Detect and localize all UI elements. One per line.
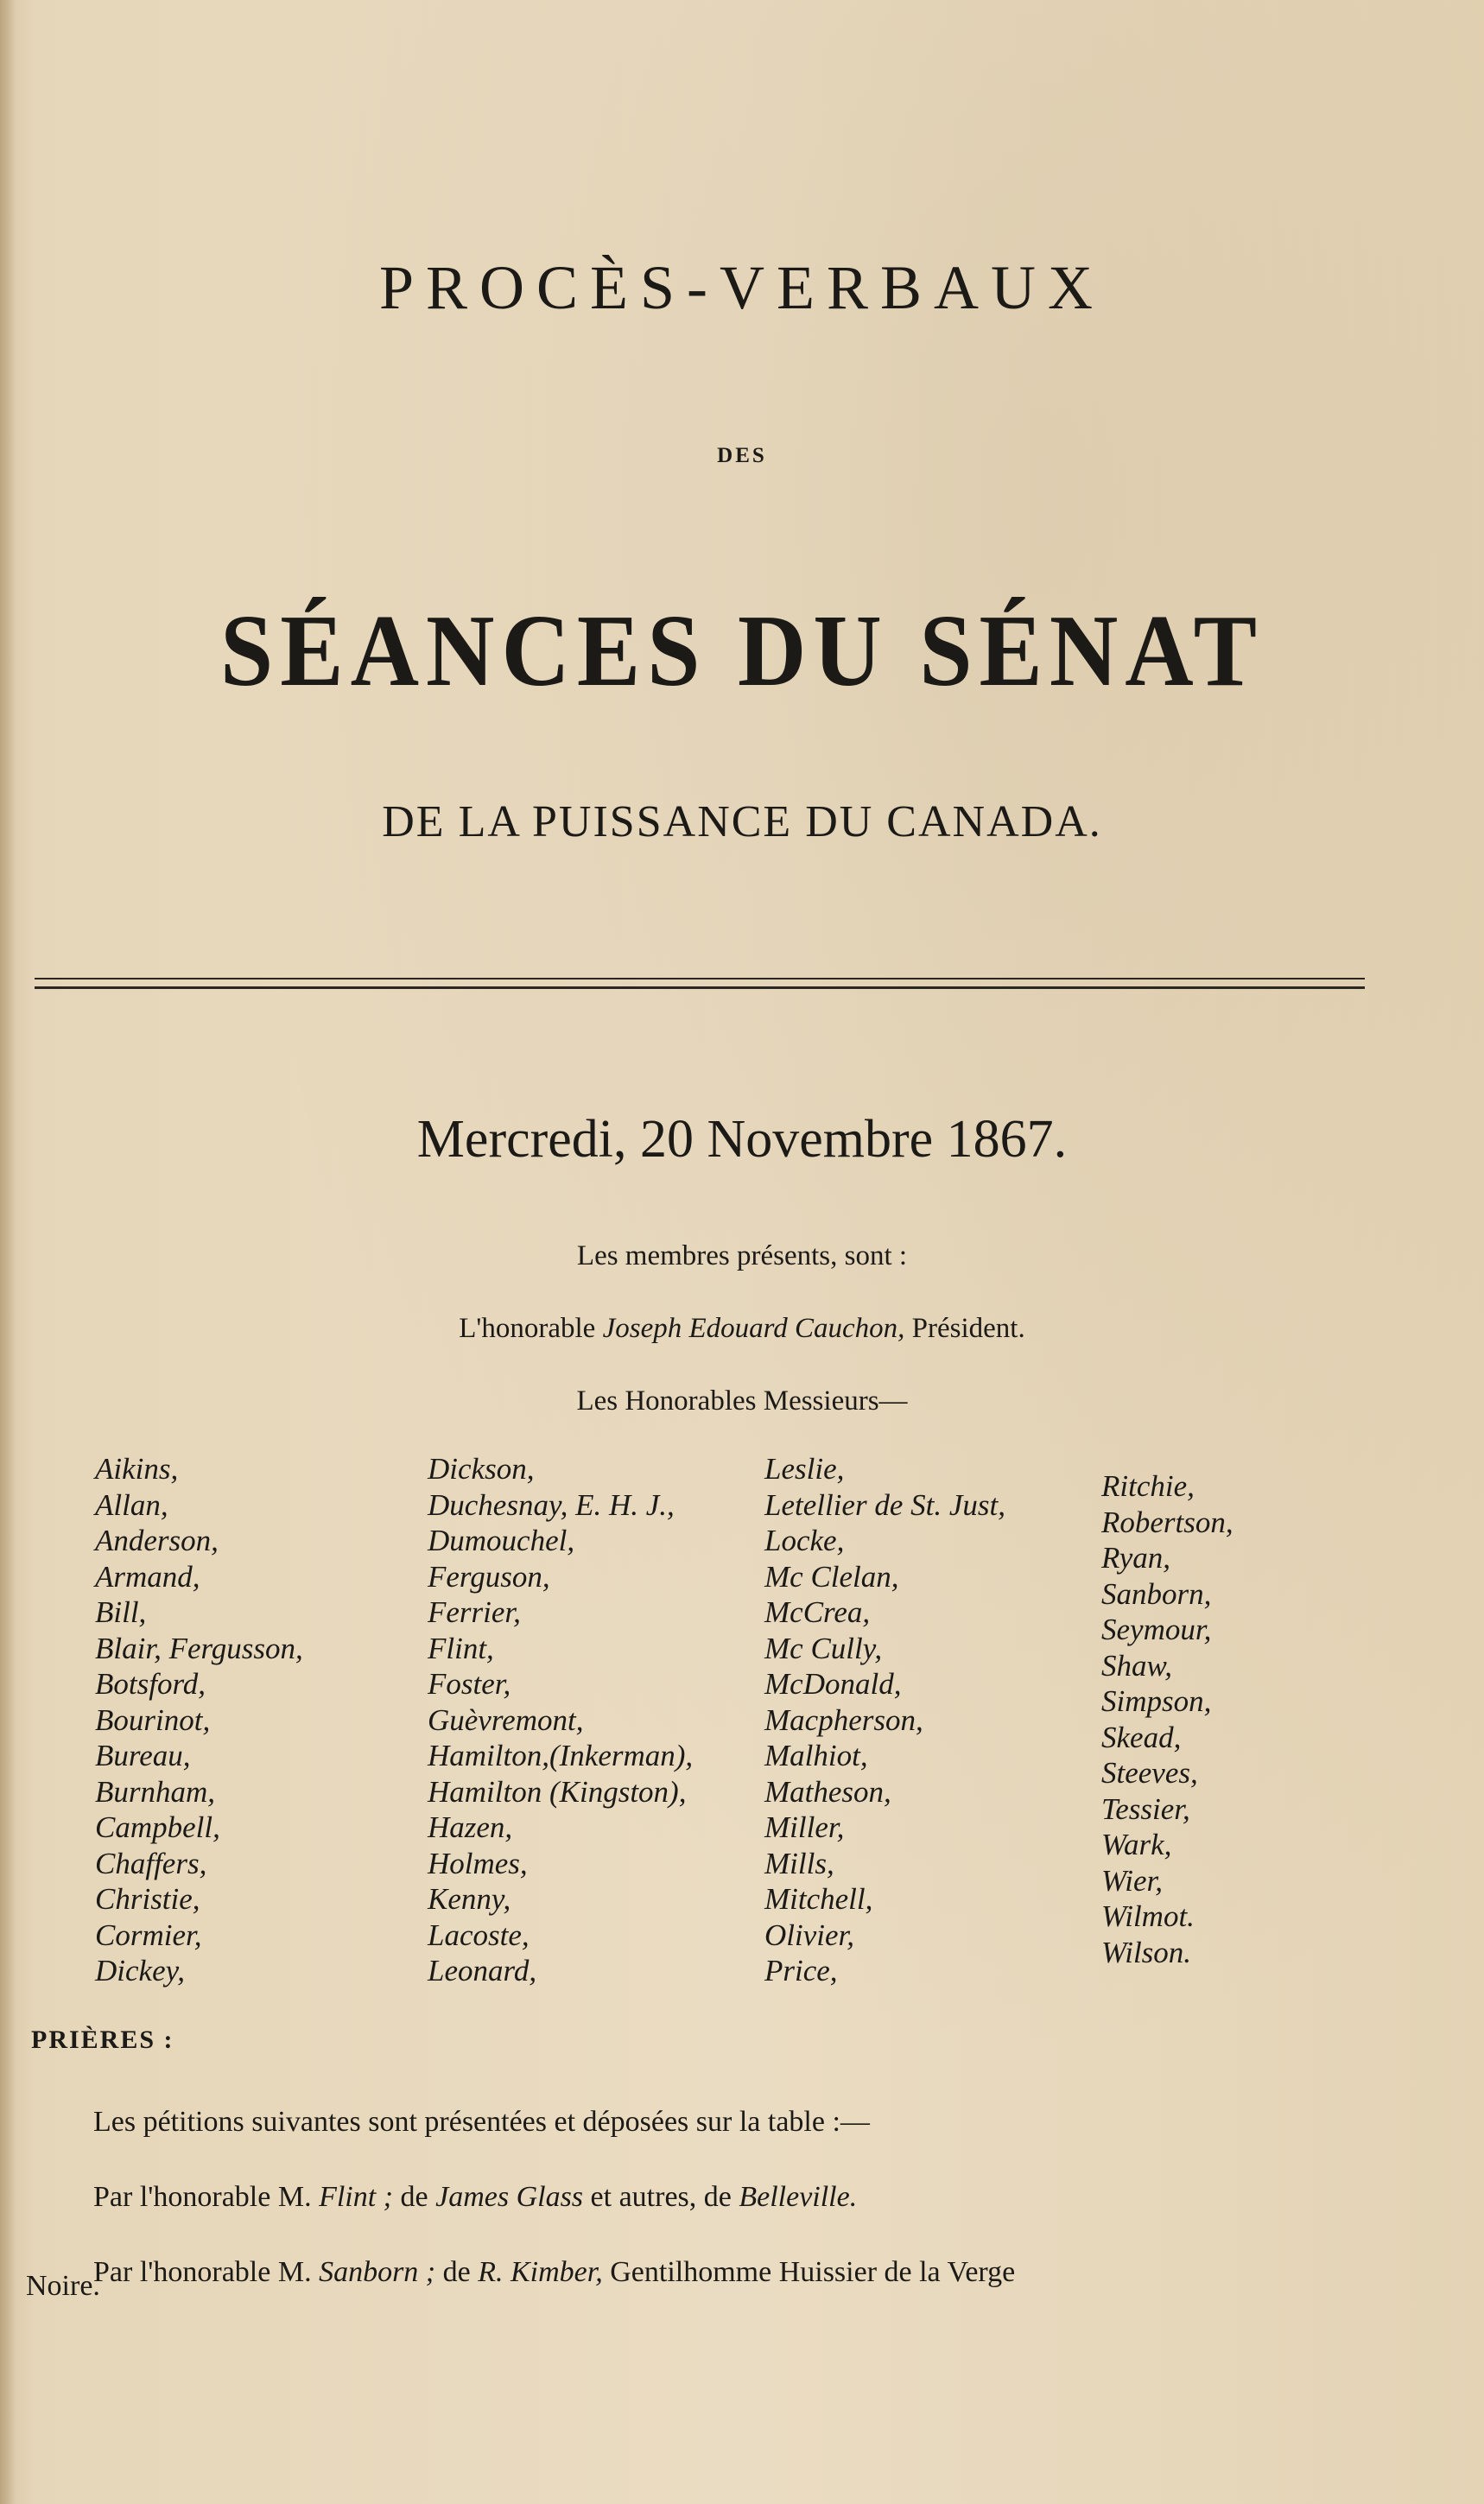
member-name: Matheson,	[764, 1774, 891, 1809]
petition-1-petitioner: James Glass	[435, 2181, 584, 2213]
member-name: Mc Clelan,	[764, 1559, 899, 1594]
member-name: Robertson,	[1101, 1505, 1233, 1539]
member-name: Duchesnay, E. H. J.,	[428, 1487, 675, 1522]
member-name: Ritchie,	[1101, 1469, 1195, 1503]
member-name: Foster,	[428, 1667, 511, 1701]
president-prefix: L'honorable	[459, 1313, 596, 1344]
member-name: Bureau,	[95, 1739, 191, 1772]
divider-rule-top	[35, 978, 1365, 979]
member-name: Wilmot.	[1101, 1899, 1195, 1933]
prieres-heading: PRIÈRES :	[31, 2025, 174, 2054]
member-name: Sanborn,	[1101, 1576, 1212, 1611]
member-name: Simpson,	[1101, 1684, 1212, 1718]
petition-2-de: de	[442, 2256, 471, 2288]
title-puissance-canada: DE LA PUISSANCE DU CANADA.	[382, 797, 1102, 846]
member-name: Mc Cully,	[764, 1631, 883, 1665]
president-name: Joseph Edouard Cauchon,	[602, 1313, 905, 1344]
member-name: Skead,	[1101, 1720, 1182, 1754]
member-name: Hamilton,(Inkerman),	[428, 1739, 694, 1772]
member-name: Wark,	[1101, 1828, 1172, 1861]
petition-2-title: Gentilhomme Huissier de la Verge	[610, 2256, 1016, 2288]
member-name: Kenny,	[428, 1882, 511, 1916]
title-proces-verbaux: PROCÈS-VERBAUX	[378, 253, 1106, 322]
member-name: Cormier,	[95, 1918, 202, 1952]
members-column-4	[1101, 1468, 1233, 1970]
member-name: Dickey,	[95, 1954, 185, 1987]
member-name: Hazen,	[428, 1810, 513, 1844]
title-seances-du-senat: SÉANCES DU SÉNAT	[220, 593, 1264, 707]
members-present-line: Les membres présents, sont :	[576, 1240, 908, 1271]
member-name: Bill,	[95, 1595, 147, 1629]
member-name: Price,	[764, 1954, 838, 1987]
member-name: Tessier,	[1101, 1791, 1190, 1826]
petition-2	[93, 2256, 1015, 2289]
member-name: Holmes,	[428, 1846, 528, 1880]
member-name: Blair, Fergusson,	[95, 1631, 303, 1665]
member-name: Christie,	[95, 1882, 200, 1916]
title-des: DES	[717, 444, 767, 467]
member-name: Allan,	[95, 1487, 168, 1522]
member-name: McCrea,	[764, 1595, 871, 1629]
member-name: Olivier,	[764, 1918, 855, 1952]
member-name: Wilson.	[1101, 1935, 1192, 1969]
member-name: Hamilton (Kingston),	[428, 1774, 687, 1809]
member-name: Armand,	[95, 1559, 200, 1594]
member-name: Burnham,	[95, 1774, 216, 1809]
member-name: Campbell,	[95, 1810, 220, 1844]
petition-2-prefix: Par l'honorable M.	[93, 2256, 312, 2288]
session-date: Mercredi, 20 Novembre 1867.	[416, 1110, 1068, 1169]
member-name: Wier,	[1101, 1863, 1163, 1898]
member-name: Shaw,	[1101, 1648, 1172, 1683]
member-name: Ferrier,	[428, 1595, 521, 1629]
member-name: Macpherson,	[764, 1702, 923, 1737]
petition-2-senator: Sanborn ;	[319, 2256, 436, 2288]
member-name: Aikins,	[95, 1452, 179, 1486]
petition-2-petitioner: R. Kimber,	[478, 2256, 603, 2288]
president-line	[0, 1313, 1484, 1345]
member-name: Locke,	[764, 1524, 845, 1557]
member-name: Leslie,	[764, 1452, 845, 1486]
member-name: Malhiot,	[764, 1739, 868, 1772]
petition-2-continuation: Noire.	[26, 2270, 100, 2302]
member-name: Ferguson,	[428, 1559, 550, 1594]
petition-1-de: de	[400, 2181, 428, 2213]
member-name: Miller,	[764, 1810, 845, 1844]
member-name: Leonard,	[428, 1954, 537, 1987]
member-name: McDonald,	[764, 1667, 902, 1701]
petition-1-mid: et autres, de	[590, 2181, 732, 2213]
member-name: Anderson,	[95, 1524, 219, 1557]
president-title: Président.	[911, 1313, 1025, 1344]
petition-1-prefix: Par l'honorable M.	[93, 2181, 312, 2213]
member-name: Dumouchel,	[428, 1524, 575, 1557]
member-name: Chaffers,	[95, 1846, 207, 1880]
members-column-2	[428, 1451, 693, 1989]
petition-1	[93, 2181, 857, 2214]
honorables-heading: Les Honorables Messieurs—	[576, 1385, 908, 1417]
member-name: Lacoste,	[428, 1918, 530, 1952]
member-name: Botsford,	[95, 1667, 206, 1701]
member-name: Letellier de St. Just,	[764, 1487, 1005, 1522]
member-name: Steeves,	[1101, 1756, 1198, 1790]
divider-rule-bottom	[35, 986, 1365, 989]
member-name: Dickson,	[428, 1452, 535, 1486]
members-column-1	[95, 1451, 303, 1989]
member-name: Seymour,	[1101, 1613, 1212, 1646]
member-name: Flint,	[428, 1631, 494, 1665]
member-name: Mills,	[764, 1846, 834, 1880]
member-name: Ryan,	[1101, 1541, 1171, 1575]
petition-1-place: Belleville.	[739, 2181, 858, 2213]
member-name: Bourinot,	[95, 1702, 211, 1737]
petition-1-senator: Flint ;	[319, 2181, 394, 2213]
petitions-intro: Les pétitions suivantes sont présentées et déposées sur la table :—	[93, 2106, 870, 2138]
member-name: Mitchell,	[764, 1882, 873, 1916]
members-column-3	[764, 1451, 1005, 1989]
member-name: Guèvremont,	[428, 1702, 584, 1737]
